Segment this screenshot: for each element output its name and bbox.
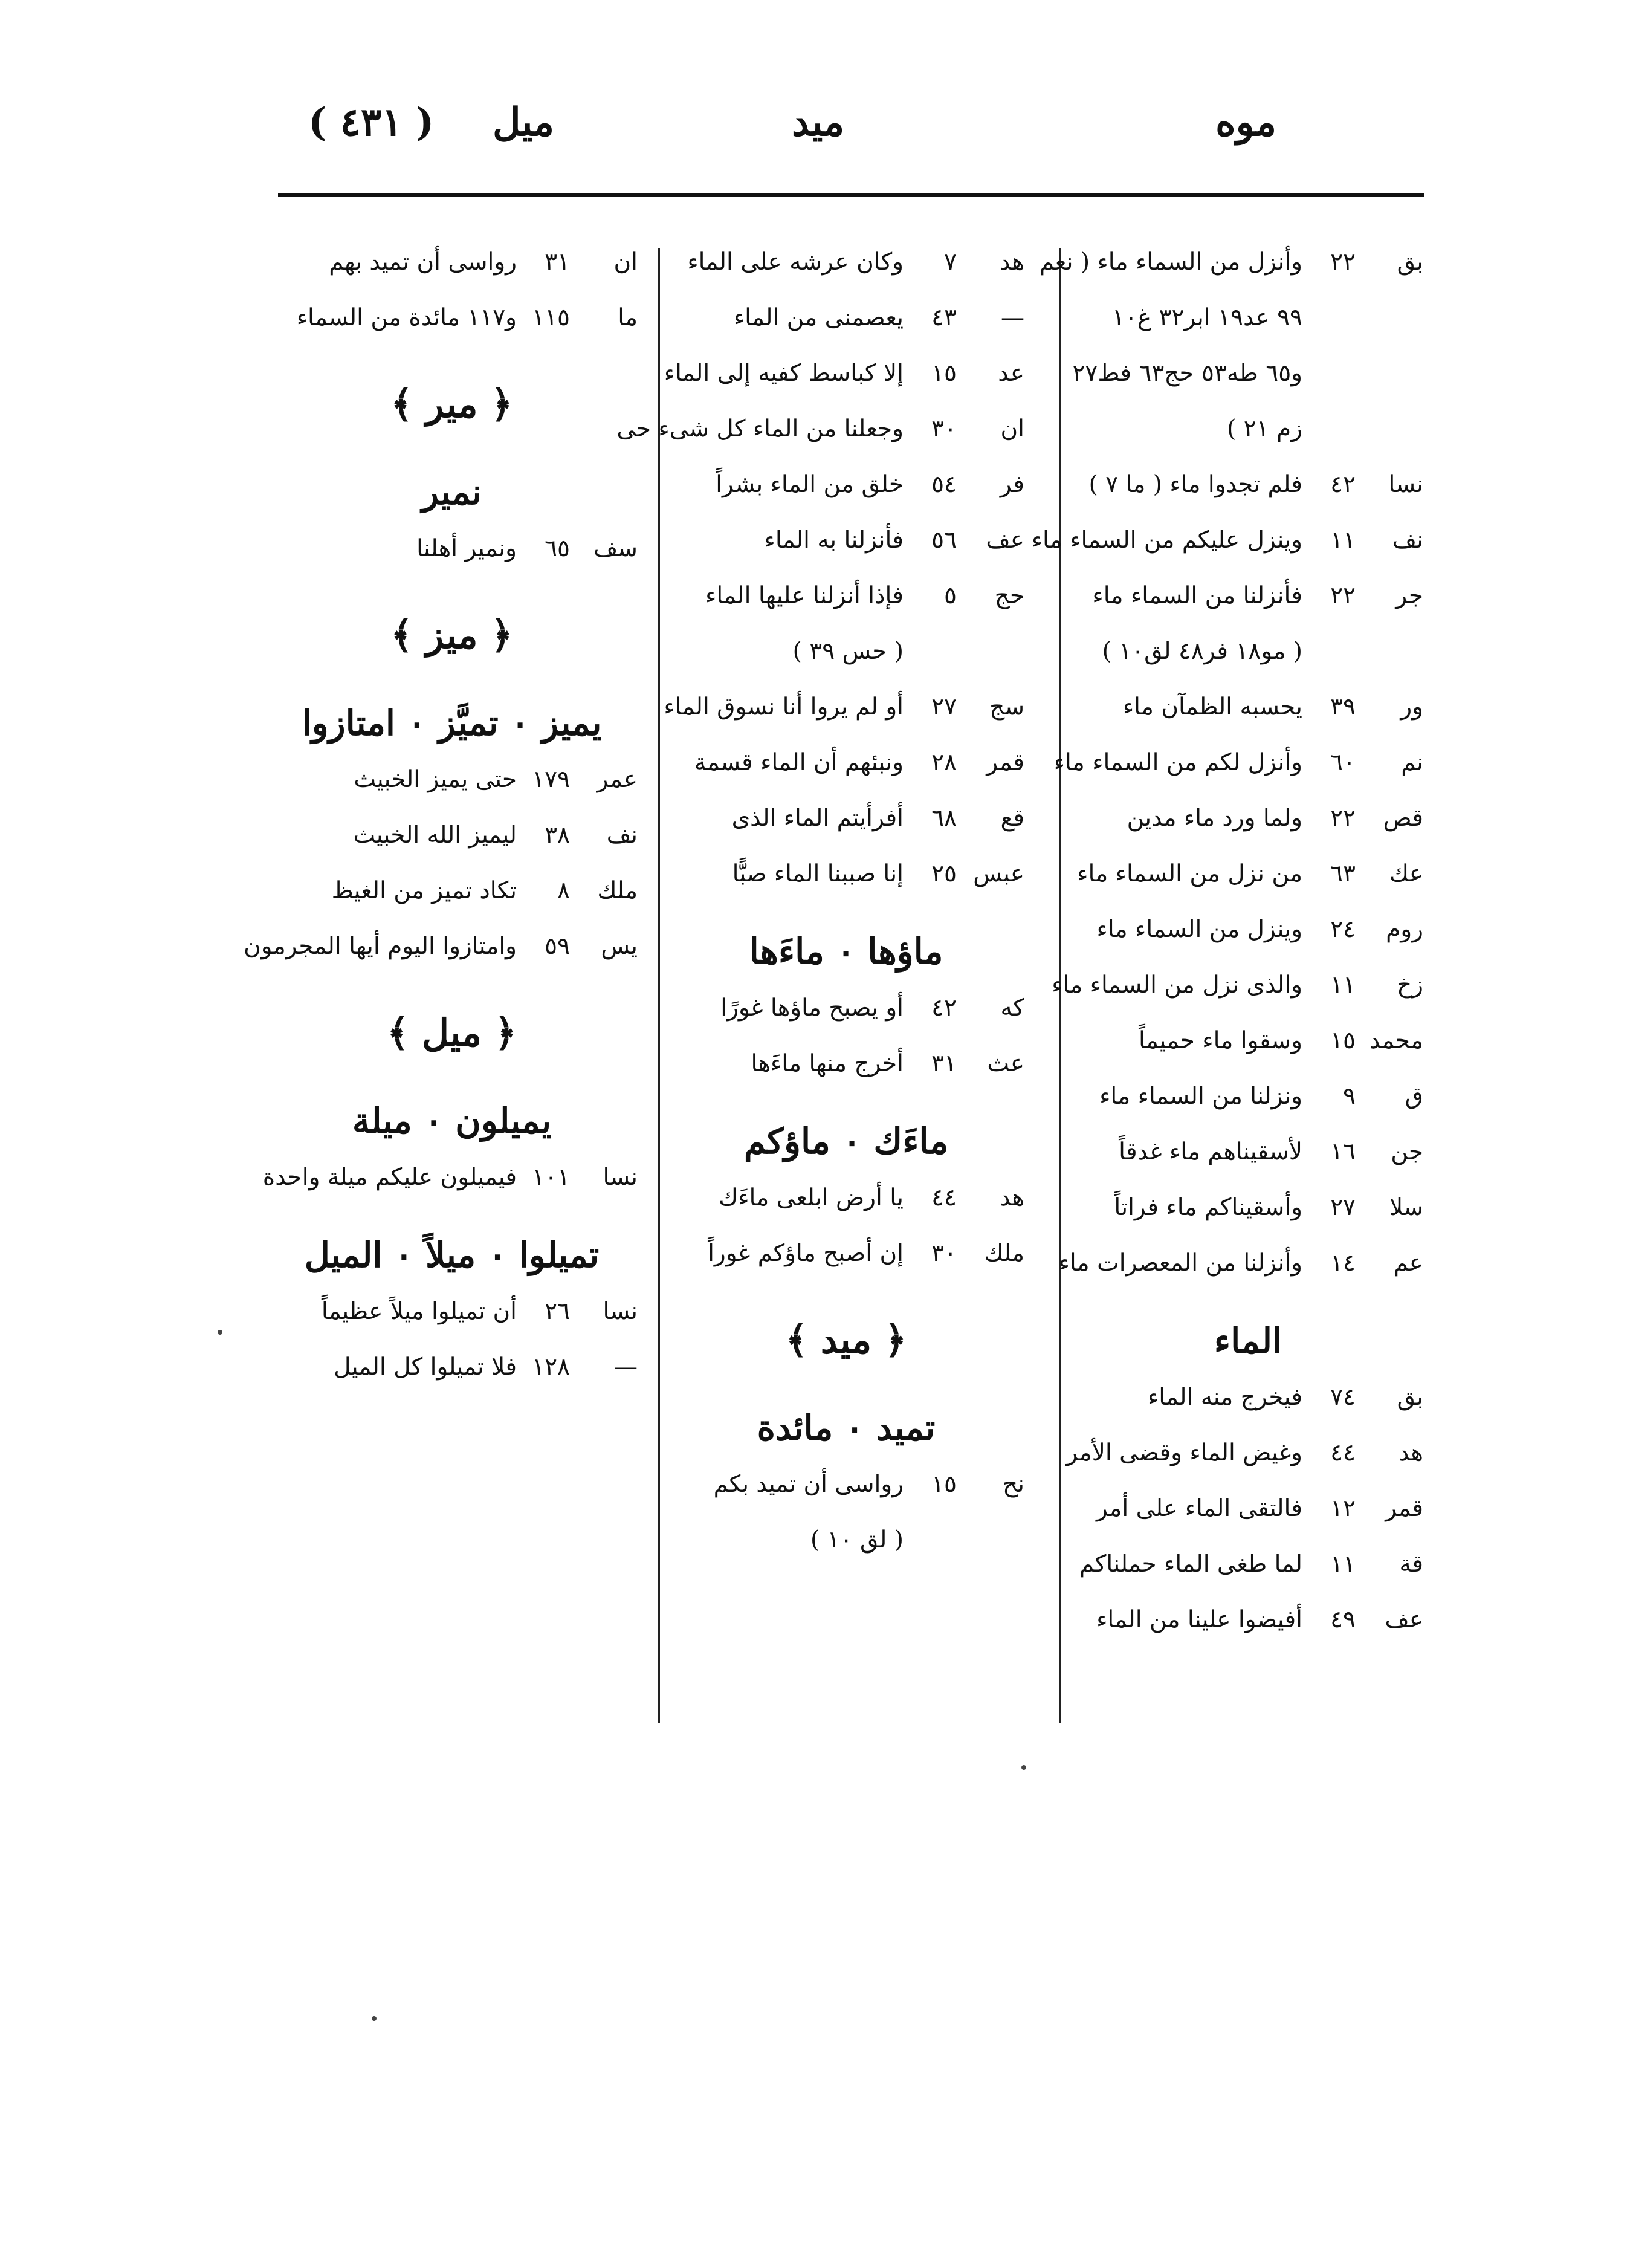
verse-excerpt: فأنزلنا به الماء <box>764 526 904 554</box>
surah-code: نف <box>1392 526 1423 554</box>
surah-code: ما <box>618 304 638 331</box>
verse-number: ٤٤ <box>1330 1439 1356 1466</box>
verse-excerpt: أفرأيتم الماء الذى <box>731 805 904 832</box>
verse-excerpt: أخرج منها ماءَها <box>751 1050 904 1077</box>
surah-code: ان <box>613 248 638 276</box>
surah-code: هد <box>1398 1439 1423 1466</box>
index-entry <box>1031 523 1423 578</box>
verse-number: ٧ <box>944 248 957 276</box>
verse-number: ١٥ <box>931 360 957 387</box>
verse-number: ٤٩ <box>1330 1606 1356 1633</box>
surah-code: روم <box>1386 916 1423 943</box>
header-rule <box>278 193 1424 197</box>
index-entry <box>668 1236 1024 1292</box>
derivative-heading: ماءَك ٠ ماؤكم <box>743 1121 949 1162</box>
index-entry <box>244 929 638 985</box>
verse-number: ١٤ <box>1330 1249 1356 1277</box>
verse-number: ١١٥ <box>532 304 570 331</box>
index-entry <box>266 531 638 587</box>
verse-number: ٣٠ <box>931 415 957 442</box>
column-divider-left <box>658 248 660 1723</box>
index-entry <box>262 1160 638 1216</box>
derivative-heading: تميلوا ٠ ميلاً ٠ الميل <box>304 1234 600 1275</box>
index-entry <box>266 1294 638 1350</box>
verse-excerpt: وجعلنا من الماء كل شىء حى <box>616 415 904 442</box>
continuation-text: زم ٢١ ) <box>1227 415 1302 442</box>
scan-speck <box>218 1330 222 1335</box>
verse-excerpt: وسقوا ماء حميماً <box>1139 1027 1302 1054</box>
surah-code: قع <box>1000 805 1024 832</box>
index-entry <box>1073 857 1423 912</box>
verse-number: ٣٨ <box>545 821 570 849</box>
surah-code: زخ <box>1396 971 1423 999</box>
index-entry <box>266 873 638 929</box>
surah-code: نف <box>606 821 638 849</box>
verse-number: ٥٦ <box>931 526 957 554</box>
verse-number: ١٥ <box>931 1471 957 1498</box>
verse-excerpt: فلا تميلوا كل الميل <box>334 1353 517 1381</box>
index-entry <box>1073 1190 1423 1246</box>
entry-continuation <box>1073 356 1423 412</box>
verse-excerpt: وأنزل لكم من السماء ماء <box>1053 749 1302 776</box>
surah-code: يس <box>601 933 638 960</box>
verse-excerpt: وينزل من السماء ماء <box>1096 916 1302 943</box>
verse-number: ٢٧ <box>1330 1194 1356 1221</box>
surah-code: ملك <box>597 877 638 904</box>
surah-code: فر <box>1000 471 1024 498</box>
derivative-heading: ماؤها ٠ ماءَها <box>749 931 943 972</box>
scan-speck <box>1021 1765 1026 1770</box>
running-head-center: ميد <box>792 100 845 145</box>
index-entry <box>266 762 638 818</box>
verse-number: ٥٤ <box>931 471 957 498</box>
verse-number: ٢٢ <box>1330 582 1356 609</box>
verse-number: ٦٠ <box>1330 749 1356 776</box>
page-number: ( ٤٣١ ) <box>308 100 435 145</box>
verse-number: ٣٠ <box>931 1240 957 1267</box>
surah-code: — <box>614 1353 638 1381</box>
surah-code: هد <box>999 1184 1024 1211</box>
verse-excerpt: فالتقى الماء على أمر <box>1096 1495 1302 1522</box>
verse-excerpt: وكان عرشه على الماء <box>687 248 904 276</box>
verse-number: ٦٥ <box>545 535 570 562</box>
index-entry <box>668 1467 1024 1523</box>
index-entry <box>664 690 1024 745</box>
continuation-text: ( مو١٨ فر٤٨ لق١٠ ) <box>1102 638 1302 665</box>
surah-code: بق <box>1397 1384 1423 1411</box>
index-entry <box>668 1181 1024 1236</box>
root-heading: ﴿ ميد ﴾ <box>785 1318 907 1362</box>
running-head-right: موه <box>1215 100 1276 145</box>
verse-excerpt: أن تميلوا ميلاً عظيماً <box>321 1298 517 1325</box>
left-column <box>244 245 638 1405</box>
index-entry <box>1073 1547 1423 1602</box>
surah-code: سج <box>989 693 1024 721</box>
surah-code: عف <box>1385 1606 1423 1633</box>
verse-number: ١١ <box>1330 1550 1356 1578</box>
index-entry <box>668 467 1024 523</box>
verse-number: ٢٦ <box>545 1298 570 1325</box>
surah-code: قص <box>1383 805 1423 832</box>
verse-excerpt: يا أرض ابلعى ماءَك <box>719 1184 904 1211</box>
surah-code: كه <box>1000 994 1024 1022</box>
verse-number: ١٠١ <box>532 1164 570 1191</box>
index-entry <box>1073 690 1423 745</box>
verse-excerpt: ونمير أهلنا <box>416 535 517 562</box>
verse-excerpt: وينزل عليكم من السماء ماء <box>1031 526 1302 554</box>
verse-number: ٩ <box>1343 1083 1356 1110</box>
surah-code: عمر <box>597 766 638 793</box>
index-entry <box>1073 1023 1423 1079</box>
surah-code: نسا <box>603 1164 638 1191</box>
scan-speck <box>372 2016 377 2021</box>
continuation-text: ٩٩ عد١٩ ابر٣٢ غ١٠ <box>1111 304 1302 331</box>
verse-excerpt: و١١٧ مائدة من السماء <box>296 304 517 331</box>
verse-excerpt: فلم تجدوا ماء ( ما ٧ ) <box>1088 471 1302 498</box>
verse-number: ١١ <box>1330 526 1356 554</box>
verse-excerpt: ولما ورد ماء مدين <box>1127 805 1302 832</box>
index-entry <box>1058 1246 1423 1301</box>
verse-excerpt: أو يصبح ماؤها غورًا <box>720 994 904 1022</box>
verse-number: ٧٤ <box>1330 1384 1356 1411</box>
verse-number: ٣٩ <box>1330 693 1356 721</box>
verse-number: ١٢٨ <box>532 1353 570 1381</box>
verse-number: ٦٨ <box>931 805 957 832</box>
surah-code: قة <box>1399 1550 1423 1578</box>
derivative-heading: تميد ٠ مائدة <box>757 1407 936 1448</box>
verse-number: ٢٤ <box>1330 916 1356 943</box>
surah-code: عد <box>998 360 1024 387</box>
verse-number: ٥٩ <box>545 933 570 960</box>
right-column <box>1031 245 1423 1658</box>
derivative-heading: الماء <box>1214 1320 1282 1361</box>
verse-number: ٥ <box>944 582 957 609</box>
index-entry <box>1073 801 1423 857</box>
entry-continuation <box>1073 300 1423 356</box>
verse-number: ٤٢ <box>931 994 957 1022</box>
verse-number: ٤٢ <box>1330 471 1356 498</box>
index-entry <box>1073 1491 1423 1547</box>
surah-code: عك <box>1389 860 1423 887</box>
entry-continuation <box>668 1523 1024 1578</box>
verse-number: ٢٥ <box>931 860 957 887</box>
index-entry <box>668 745 1024 801</box>
index-entry <box>1073 912 1423 968</box>
derivative-heading: يميز ٠ تميَّز ٠ امتازوا <box>302 702 602 744</box>
surah-code: قمر <box>986 749 1024 776</box>
index-entry <box>668 245 1024 300</box>
derivative-heading: نمير <box>421 471 482 513</box>
index-entry <box>1066 1436 1423 1491</box>
verse-excerpt: حتى يميز الخبيث <box>354 766 517 793</box>
surah-code: قمر <box>1385 1495 1423 1522</box>
surah-code: محمد <box>1369 1027 1423 1054</box>
verse-excerpt: فيخرج منه الماء <box>1147 1384 1302 1411</box>
verse-excerpt: تكاد تميز من الغيظ <box>331 877 517 904</box>
verse-number: ١٢ <box>1330 1495 1356 1522</box>
surah-code: حج <box>994 582 1024 609</box>
derivative-heading: يميلون ٠ ميلة <box>352 1100 552 1141</box>
verse-excerpt: فإذا أنزلنا عليها الماء <box>705 582 904 609</box>
index-entry <box>1073 1135 1423 1190</box>
index-entry <box>1073 1380 1423 1436</box>
surah-code: ملك <box>984 1240 1024 1267</box>
verse-number: ٢٢ <box>1330 248 1356 276</box>
verse-number: ١١ <box>1330 971 1356 999</box>
index-entry <box>668 801 1024 857</box>
verse-excerpt: يحسبه الظمآن ماء <box>1122 693 1302 721</box>
index-entry <box>266 245 638 300</box>
surah-code: — <box>1001 304 1024 331</box>
root-heading: ﴿ مير ﴾ <box>390 382 513 426</box>
continuation-text: ( حس ٣٩ ) <box>792 638 904 665</box>
index-entry <box>668 1046 1024 1102</box>
index-entry <box>1073 1602 1423 1658</box>
verse-excerpt: وأسقيناكم ماء فراتاً <box>1114 1194 1302 1221</box>
index-entry <box>1073 578 1423 634</box>
verse-number: ٣١ <box>545 248 570 276</box>
surah-code: عبس <box>973 860 1024 887</box>
surah-code: عث <box>987 1050 1024 1077</box>
index-entry <box>668 300 1024 356</box>
surah-code: ور <box>1400 693 1423 721</box>
verse-excerpt: أو لم يروا أنا نسوق الماء <box>664 693 904 721</box>
surah-code: بق <box>1397 248 1423 276</box>
surah-code: هد <box>999 248 1024 276</box>
index-entry <box>668 523 1024 578</box>
surah-code: نسا <box>1388 471 1423 498</box>
surah-code: نح <box>1002 1471 1024 1498</box>
running-head-left: ميل <box>493 100 555 145</box>
verse-number: ٢٧ <box>931 693 957 721</box>
verse-number: ٤٣ <box>931 304 957 331</box>
entry-continuation <box>668 634 1024 690</box>
verse-excerpt: وأنزلنا من المعصرات ماء <box>1058 1249 1302 1277</box>
surah-code: ان <box>1000 415 1024 442</box>
verse-excerpt: وامتازوا اليوم أيها المجرمون <box>244 933 517 960</box>
index-entry <box>664 356 1024 412</box>
entry-continuation <box>1073 634 1423 690</box>
verse-excerpt: والذى نزل من السماء ماء <box>1052 971 1302 999</box>
surah-code: عم <box>1393 1249 1423 1277</box>
verse-excerpt: يعصمنى من الماء <box>733 304 904 331</box>
verse-excerpt: إنا صببنا الماء صبًّا <box>732 860 904 887</box>
entry-continuation <box>1073 412 1423 467</box>
verse-number: ١٧٩ <box>532 766 570 793</box>
index-entry <box>668 578 1024 634</box>
continuation-text: ( لق ١٠ ) <box>810 1526 904 1554</box>
verse-excerpt: ونزلنا من السماء ماء <box>1099 1083 1302 1110</box>
index-entry <box>1039 245 1423 300</box>
verse-excerpt: خلق من الماء بشراً <box>716 471 904 498</box>
verse-excerpt: رواسى أن تميد بهم <box>329 248 517 276</box>
index-entry <box>1073 1079 1423 1135</box>
verse-excerpt: إلا كباسط كفيه إلى الماء <box>664 360 904 387</box>
verse-excerpt: لأسقيناهم ماء غدقاً <box>1119 1138 1302 1165</box>
surah-code: سف <box>593 535 638 562</box>
surah-code: نم <box>1401 749 1423 776</box>
verse-number: ٦٣ <box>1330 860 1356 887</box>
verse-number: ١٦ <box>1330 1138 1356 1165</box>
continuation-text: و٦٥ طه٥٣ حج٦٣ فط٢٧ <box>1072 360 1302 387</box>
surah-code: نسا <box>603 1298 638 1325</box>
verse-excerpt: ونبئهم أن الماء قسمة <box>694 749 904 776</box>
verse-excerpt: وأنزل من السماء ماء ( نعم <box>1039 248 1302 276</box>
index-entry <box>616 412 1024 467</box>
index-entry <box>266 1350 638 1405</box>
verse-number: ٨ <box>557 877 570 904</box>
root-heading: ﴿ ميز ﴾ <box>390 613 513 657</box>
verse-excerpt: فأنزلنا من السماء ماء <box>1092 582 1302 609</box>
index-entry <box>668 857 1024 912</box>
surah-code: ق <box>1405 1083 1423 1110</box>
index-entry <box>668 991 1024 1046</box>
verse-number: ٣١ <box>931 1050 957 1077</box>
verse-excerpt: لما طغى الماء حملناكم <box>1079 1550 1302 1578</box>
verse-number: ٤٤ <box>931 1184 957 1211</box>
verse-excerpt: أفيضوا علينا من الماء <box>1096 1606 1302 1633</box>
index-entry <box>266 818 638 873</box>
index-entry <box>1053 745 1423 801</box>
index-entry <box>1073 467 1423 523</box>
surah-code: سلا <box>1389 1194 1423 1221</box>
index-entry <box>266 300 638 356</box>
surah-code: جر <box>1395 582 1423 609</box>
surah-code: عف <box>986 526 1024 554</box>
index-entry <box>1052 968 1423 1023</box>
verse-excerpt: فيميلون عليكم ميلة واحدة <box>262 1164 517 1191</box>
verse-number: ٢٨ <box>931 749 957 776</box>
surah-code: جن <box>1391 1138 1423 1165</box>
verse-excerpt: من نزل من السماء ماء <box>1077 860 1302 887</box>
verse-excerpt: رواسى أن تميد بكم <box>713 1471 904 1498</box>
verse-excerpt: إن أصبح ماؤكم غوراً <box>708 1240 904 1267</box>
root-heading: ﴿ ميل ﴾ <box>387 1011 517 1055</box>
verse-number: ٢٢ <box>1330 805 1356 832</box>
verse-number: ١٥ <box>1330 1027 1356 1054</box>
verse-excerpt: وغيض الماء وقضى الأمر <box>1066 1439 1302 1466</box>
verse-excerpt: ليميز الله الخبيث <box>353 821 517 849</box>
